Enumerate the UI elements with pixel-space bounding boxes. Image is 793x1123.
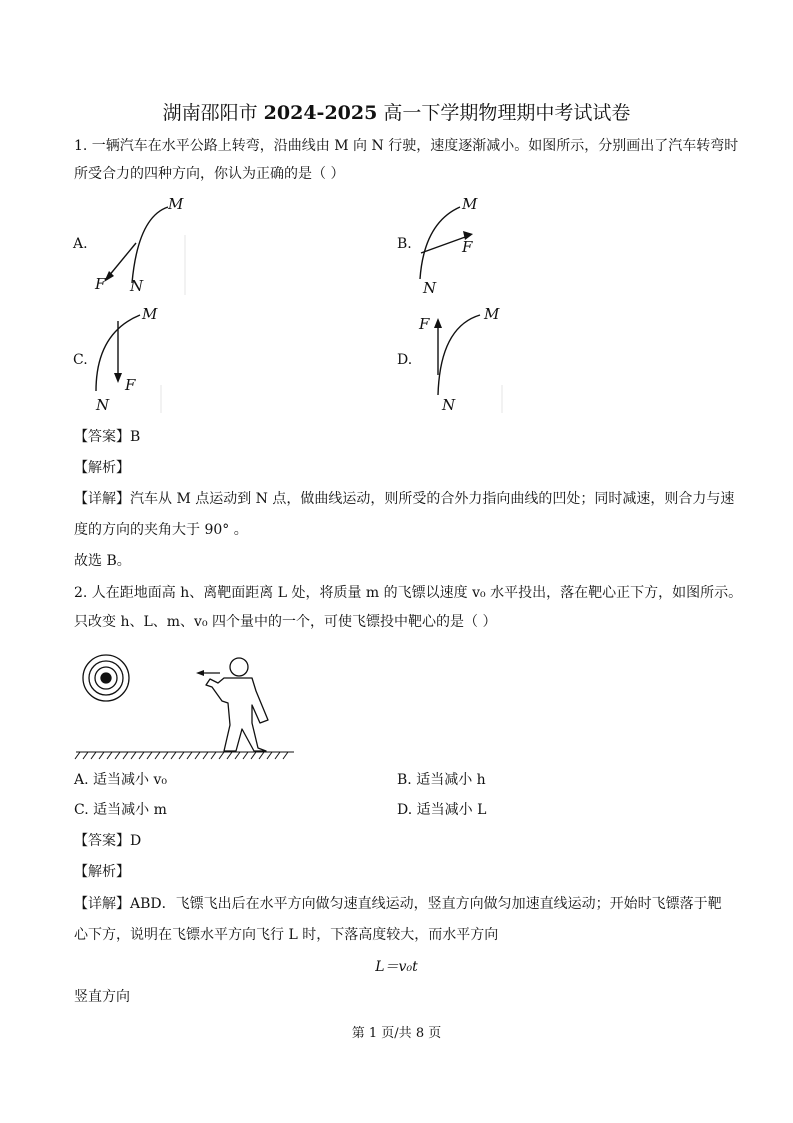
q1-b-label-m: M [462, 195, 478, 213]
arrowhead-icon [434, 318, 442, 328]
arrowhead-icon [104, 271, 114, 282]
q2-detail-line2: 心下方，说明在飞镖水平方向飞行 L 时，下落高度较大，而水平方向 [74, 927, 499, 943]
q1-c-label-n: N [96, 396, 110, 414]
thrower-person [206, 658, 268, 751]
q1-analysis-heading: 【解析】 [74, 460, 130, 476]
q2-option-c: C. 适当减小 m [74, 802, 167, 818]
q1-d-label-f: F [419, 315, 430, 333]
arrowhead-icon [114, 373, 122, 383]
trajectory-curve [438, 315, 480, 395]
q2-dart-figure [74, 645, 296, 765]
q1-a-label-f: F [95, 275, 106, 293]
q2-answer: 【答案】D [74, 833, 142, 849]
ground-hatch [75, 752, 294, 759]
arrowhead-icon [196, 670, 204, 676]
q1-a-label-m: M [168, 195, 184, 213]
q2-stem-line1: 2. 人在距地面高 h、离靶面距离 L 处，将质量 m 的飞镖以速度 v₀ 水平投出，落在靶心正下方，如图所示。 [74, 585, 743, 601]
q2-after-formula: 竖直方向 [74, 989, 130, 1005]
q2-option-d: D. 适当减小 L [397, 802, 487, 818]
q1-c-label-m: M [142, 305, 158, 323]
q2-stem-line2: 只改变 h、L、m、v₀ 四个量中的一个，可使飞镖投中靶心的是（ ） [74, 614, 497, 630]
q2-formula: L＝v₀t [375, 959, 418, 975]
q2-analysis-heading: 【解析】 [74, 864, 130, 880]
force-arrow [421, 236, 468, 253]
q2-option-a: A. 适当减小 v₀ [74, 772, 167, 788]
q1-d-label-m: M [484, 305, 500, 323]
trajectory-curve [132, 207, 168, 283]
q1-option-d-figure [420, 305, 520, 415]
q1-option-c-label: C. [73, 352, 88, 368]
q1-answer: 【答案】B [74, 429, 141, 445]
dart-arrow [196, 670, 220, 676]
page-number-footer: 第 1 页/共 8 页 [351, 1026, 442, 1041]
q1-a-label-n: N [130, 277, 144, 295]
trajectory-curve [420, 207, 460, 279]
force-arrow [108, 243, 136, 277]
q2-detail-line1: 【详解】ABD．飞镖飞出后在水平方向做匀速直线运动，竖直方向做匀加速直线运动；开始时飞镖落于靶 [74, 896, 722, 912]
q1-option-a-figure [90, 195, 210, 300]
q1-option-b-label: B. [397, 236, 412, 252]
page-title: 湖南邵阳市 2024-2025 高一下学期物理期中考试试卷 [162, 102, 631, 124]
q2-option-b: B. 适当减小 h [397, 772, 486, 788]
q1-detail-line2: 度的方向的夹角大于 90° 。 [74, 522, 248, 538]
dartboard-target [83, 655, 129, 701]
q1-b-label-f: F [462, 238, 473, 256]
q1-option-d-label: D. [397, 352, 413, 368]
q1-detail-line1: 【详解】汽车从 M 点运动到 N 点，做曲线运动，则所受的合外力指向曲线的凹处；同时减速，则合力与速 [74, 491, 735, 507]
q1-stem-line1: 1. 一辆汽车在水平公路上转弯，沿曲线由 M 向 N 行驶，速度逐渐减小。如图所示，分别画出了汽车转弯时 [74, 138, 739, 154]
q1-c-label-f: F [125, 376, 136, 394]
q1-d-label-n: N [442, 396, 456, 414]
q1-stem-line2: 所受合力的四种方向，你认为正确的是（ ） [74, 166, 345, 182]
q1-b-label-n: N [423, 279, 437, 297]
q1-conclusion: 故选 B。 [74, 553, 131, 569]
q1-option-a-label: A. [73, 236, 88, 252]
